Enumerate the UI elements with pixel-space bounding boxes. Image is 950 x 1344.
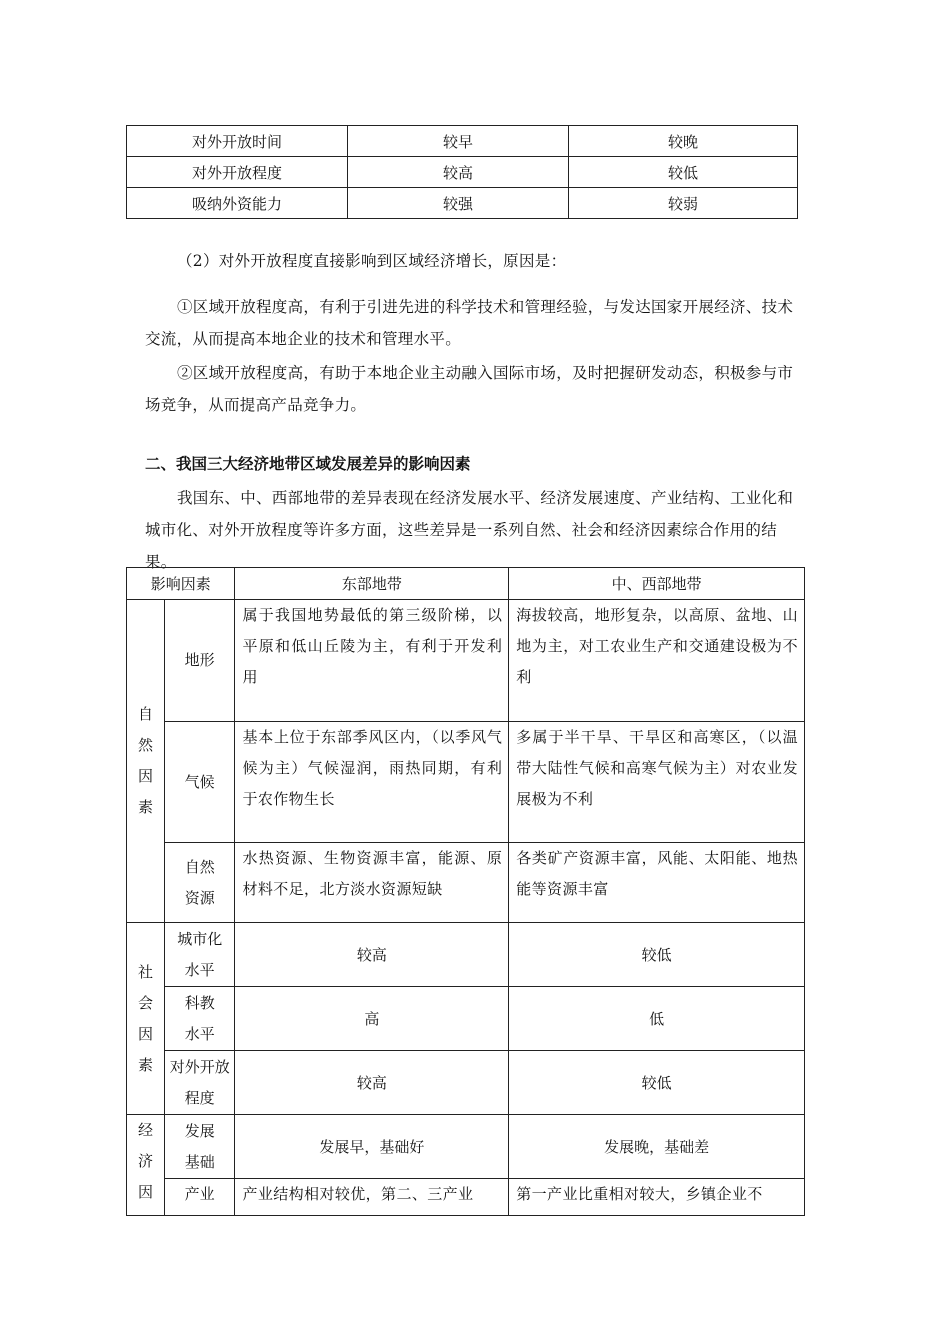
header-east: 东部地带: [235, 568, 509, 600]
open-east: 较高: [235, 1051, 509, 1115]
table-row: [127, 600, 805, 722]
table-row: [127, 923, 805, 987]
table-row: [127, 843, 805, 923]
category-natural: [127, 600, 165, 923]
subfactor-resources-cell: [164, 843, 235, 923]
terrain-west: 海拔较高，地形复杂，以高原、盆地、山地为主，对工农业生产和交通建设极为不利: [509, 600, 805, 722]
paragraph-point-1: ①区域开放程度高，有利于引进先进的科学技术和管理经验，与发达国家开展经济、技术交流，从而提高本地企业的技术和管理水平。: [145, 298, 794, 348]
terrain-east: 属于我国地势最低的第三级阶梯，以平原和低山丘陵为主，有利于开发利用: [235, 600, 509, 722]
table-row: [127, 722, 805, 843]
subfactor-urban-cell: [164, 923, 235, 987]
table-cell: 吸纳外资能力: [127, 188, 348, 219]
regional-factors-table: [126, 567, 805, 1216]
header-factor: 影响因素: [127, 568, 235, 600]
table-cell: 较低: [569, 157, 798, 188]
table-cell: 较晚: [569, 126, 798, 157]
subfactor-base-cell: [164, 1115, 235, 1179]
paragraph-point-2: ②区域开放程度高，有助于本地企业主动融入国际市场，及时把握研发动态，积极参与市场竞争，从而提高产品竞争力。: [145, 364, 794, 414]
base-east: 发展早，基础好: [235, 1115, 509, 1179]
category-social: [127, 923, 165, 1115]
subfactor-urban: 城市化水平: [177, 929, 223, 979]
openness-comparison-table: [126, 125, 798, 219]
table-cell: 对外开放时间: [127, 126, 348, 157]
subfactor-open-cell: [164, 1051, 235, 1115]
header-west: 中、西部地带: [509, 568, 805, 600]
resources-east: 水热资源、生物资源丰富，能源、原材料不足，北方淡水资源短缺: [235, 843, 509, 923]
urban-west: 较低: [509, 923, 805, 987]
resources-west: 各类矿产资源丰富，风能、太阳能、地热能等资源丰富: [509, 843, 805, 923]
table-row: [127, 987, 805, 1051]
subfactor-edu: 科教水平: [184, 993, 215, 1043]
category-label: 社会因素: [137, 962, 153, 1074]
category-label: 自然因素: [137, 705, 153, 816]
subfactor-climate: 气候: [164, 722, 235, 843]
edu-east: 高: [235, 987, 509, 1051]
table-cell: 对外开放程度: [127, 157, 348, 188]
urban-east: 较高: [235, 923, 509, 987]
open-west: 较低: [509, 1051, 805, 1115]
table-cell: 较高: [348, 157, 569, 188]
subfactor-edu-cell: [164, 987, 235, 1051]
table-cell: 较强: [348, 188, 569, 219]
climate-west: 多属于半干旱、干旱区和高寒区，（以温带大陆性气候和高寒气候为主）对农业发展极为不利: [509, 722, 805, 843]
industry-west: 第一产业比重相对较大，乡镇企业不: [509, 1179, 805, 1216]
category-label: 经济因: [137, 1121, 153, 1201]
edu-west: 低: [509, 987, 805, 1051]
subfactor-resources: 自然资源: [184, 857, 215, 907]
category-economic: [127, 1115, 165, 1216]
industry-east: 产业结构相对较优，第二、三产业: [235, 1179, 509, 1216]
table-header-row: [127, 568, 805, 600]
table-row: [127, 157, 798, 188]
base-west: 发展晚，基础差: [509, 1115, 805, 1179]
subfactor-terrain: 地形: [164, 600, 235, 722]
table-row: [127, 126, 798, 157]
climate-east: 基本上位于东部季风区内，（以季风气候为主）气候湿润，雨热同期，有利于农作物生长: [235, 722, 509, 843]
subfactor-base: 发展基础: [184, 1121, 215, 1171]
table-row: [127, 1051, 805, 1115]
table-cell: 较弱: [569, 188, 798, 219]
subfactor-open: 对外开放程度: [169, 1057, 230, 1107]
table-row: [127, 188, 798, 219]
section-intro-paragraph: 我国东、中、西部地带的差异表现在经济发展水平、经济发展速度、产业结构、工业化和城市化、对外开放程度等许多方面，这些差异是一系列自然、社会和经济因素综合作用的结果。: [145, 489, 794, 571]
section-heading: 二、我国三大经济地带区域发展差异的影响因素: [145, 454, 471, 473]
paragraph-openness-reason: （2）对外开放程度直接影响到区域经济增长，原因是：: [177, 252, 567, 270]
subfactor-industry: 产业: [164, 1179, 235, 1216]
table-cell: 较早: [348, 126, 569, 157]
table-row: [127, 1179, 805, 1216]
table-row: [127, 1115, 805, 1179]
